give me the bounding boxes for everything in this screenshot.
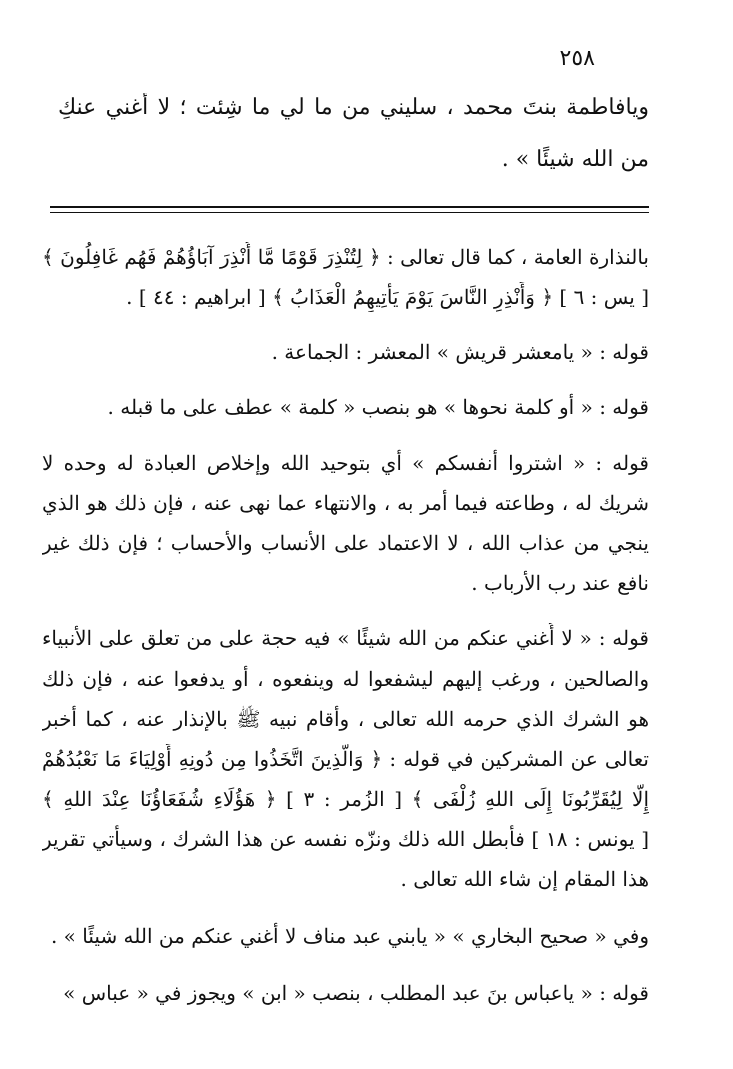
divider-line <box>50 212 649 213</box>
commentary-line: [ يس : ٦ ] ﴿ وَأَنْذِرِ النَّاسَ يَوْمَ يَأْتِيهِمُ الْعَذَابُ ﴾ [ ابراهيم : ٤٤ ] . <box>126 285 649 309</box>
divider-line <box>50 206 649 208</box>
commentary-line: هو الشرك الذي حرمه الله تعالى ، وأقام نبيه ﷺ بالإنذار عنه ، كما أخبر <box>42 707 649 731</box>
commentary-line: ينجي من عذاب الله ، لا الاعتماد على الأنساب والأحساب ؛ فإن ذلك غير <box>42 531 649 555</box>
commentary-line: قوله : « يامعشر قريش » المعشر : الجماعة . <box>271 340 649 364</box>
commentary-line: بالنذارة العامة ، كما قال تعالى : ﴿ لِتُنْذِرَ قَوْمًا مَّا أُنْذِرَ آبَاؤُهُمْ فَهُم غَافِلُونَ ﴾ <box>42 245 649 269</box>
commentary-line: هذا المقام إن شاء الله تعالى . <box>400 867 649 891</box>
commentary-line: قوله : « لا أُغني عنكم من الله شيئًا » فيه حجة على من تعلق على الأنبياء <box>42 626 649 650</box>
commentary-line: شريك له ، وطاعته فيما أمر به ، والانتهاء عما نهى عنه ، فإن ذلك هو الذي <box>42 491 649 515</box>
commentary-line: [ يونس : ١٨ ] فأبطل الله ذلك ونزّه نفسه عن هذا الشرك ، وسيأتي تقرير <box>42 827 649 851</box>
commentary-line: وفي « صحيح البخاري » « يابني عبد مناف لا أغني عنكم من الله شيئًا » . <box>50 924 649 948</box>
commentary-line: والصالحين ، ورغب إليهم ليشفعوا له وينفعوه ، أو يدفعوا عنه ، فإن ذلك <box>42 667 649 691</box>
main-text-line: من الله شيئًا » . <box>501 147 649 172</box>
main-text-line: ويافاطمة بنتَ محمد ، سليني من ما لي ما شِئت ؛ لا أُغني عنكِ <box>58 95 649 120</box>
commentary-line: قوله : « ياعباس بنَ عبد المطلب ، بنصب « ابن » ويجوز في « عباس » <box>63 981 649 1005</box>
commentary-line: تعالى عن المشركين في قوله : ﴿ وَالَّذِينَ اتَّخَذُوا مِن دُونِهِ أَوْلِيَاءَ مَا نَعْبُدُهُمْ <box>42 747 649 771</box>
commentary-line: قوله : « أو كلمة نحوها » هو بنصب « كلمة » عطف على ما قبله . <box>107 395 649 419</box>
commentary-line: نافع عند رب الأرباب . <box>471 571 649 595</box>
page-number: ٢٥٨ <box>559 46 595 71</box>
commentary-line: إِلَّا لِيُقَرِّبُونَا إِلَى اللهِ زُلْفَى ﴾ [ الزُمر : ٣ ] ﴿ هَؤُلَاءِ شُفَعَاؤُنَا عِنْدَ اللهِ ﴾ <box>42 787 649 811</box>
commentary-line: قوله : « اشتروا أنفسكم » أي بتوحيد الله وإخلاص العبادة له وحده لا <box>42 451 649 475</box>
